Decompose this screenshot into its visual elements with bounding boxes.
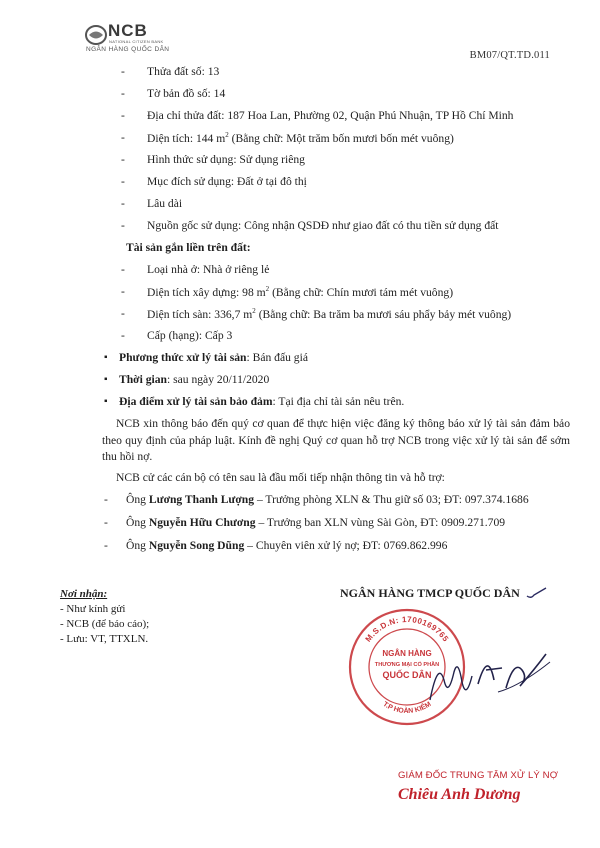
attached-item: Diện tích xây dựng: 98 $m^2$ (Bằng chữ: Chín mươi tám mét vuông) [147, 285, 454, 299]
land-item: Địa chỉ thửa đất: 187 Hoa Lan, Phường 02, Quận Phú Nhuận, TP Hồ Chí Minh [147, 109, 514, 122]
land-item: Mục đích sử dụng: Đất ở tại đô thị [147, 175, 307, 188]
bullet-icon: ▪ [104, 352, 108, 363]
bullet-icon: ▪ [104, 374, 108, 385]
disposal-time: Thời gian: sau ngày 20/11/2020 [119, 373, 270, 386]
land-item: Nguồn gốc sử dụng: Công nhận QSDĐ như giao đất có thu tiền sử dụng đất [147, 219, 499, 232]
director-name: Chiêu Anh Dương [398, 786, 521, 803]
contact-item: Ông Nguyễn Hữu Chương – Trưởng ban XLN vùng Sài Gòn, ĐT: 0909.271.709 [126, 516, 506, 529]
svg-text:THƯƠNG MẠI CỔ PHẦN: THƯƠNG MẠI CỔ PHẦN [374, 662, 440, 668]
attached-item: Loại nhà ở: Nhà ở riêng lẻ [147, 263, 270, 276]
bullet-icon: ▪ [104, 396, 108, 407]
ncb-logo [82, 22, 212, 56]
land-item: Diện tích: 144 $m^2$ (Bằng chữ: Một trăm bốn mươi bốn mét vuông) [147, 131, 454, 145]
attached-item: Diện tích sàn: 336,7 $m^2$ (Bằng chữ: Ba trăm ba mươi sáu phẩy bảy mét vuông) [147, 307, 512, 321]
recipient-item: - NCB (để báo cáo); [60, 618, 150, 630]
contact-item: Ông Nguyễn Song Dũng – Chuyên viên xử lý nợ; ĐT: 0769.862.996 [126, 539, 448, 552]
contact-intro-paragraph: NCB cử các cán bộ có tên sau là đầu mối tiếp nhận thông tin và hỗ trợ: [116, 471, 445, 484]
notice-paragraph: NCB xin thông báo đến quý cơ quan để thực hiện việc đăng ký thông báo xử lý tài sản đảm bảo theo quy định của pháp luật. Kính đề nghị Quý cơ quan hỗ trợ NCB trong việc xử lý tài sản để sớm thu hồi nợ. [102, 417, 570, 463]
recipients-block [60, 588, 149, 645]
handwritten-signature [410, 640, 560, 710]
recipient-item: - Lưu: VT, TTXLN. [60, 633, 149, 645]
svg-text:NGÂN HÀNG: NGÂN HÀNG [382, 649, 432, 658]
svg-text:T.P HOÀN KIẾM: T.P HOÀN KIẾM [381, 700, 433, 716]
disposal-location: Địa điểm xử lý tài sản bảo đảm: Tại địa chỉ tài sản nêu trên. [119, 395, 405, 408]
signing-bank-name: NGÂN HÀNG TMCP QUỐC DÂN [340, 586, 520, 600]
disposal-method: Phương thức xử lý tài sản: Bán đấu giá [119, 351, 308, 364]
recipient-item: - Như kính gửi [60, 603, 126, 615]
recipients-title: Nơi nhận: [60, 588, 108, 600]
logo-text: NCB [108, 21, 148, 40]
logo-subtext: NATIONAL CITIZEN BANK [109, 39, 164, 44]
document-code: BM07/QT.TD.011 [469, 50, 550, 61]
land-item: Hình thức sử dụng: Sử dụng riêng [147, 153, 305, 166]
contact-item: Ông Lương Thanh Lượng – Trưởng phòng XLN & Thu giữ số 03; ĐT: 097.374.1686 [126, 493, 529, 506]
land-item: Lâu dài [147, 197, 183, 210]
attached-assets-heading: Tài sản gắn liền trên đất: [126, 241, 251, 254]
checkmark-icon [526, 586, 548, 600]
ncb-logo-icon [84, 24, 110, 46]
attached-item: Cấp (hạng): Cấp 3 [147, 329, 233, 342]
land-item: Tờ bản đồ số: 14 [147, 87, 226, 100]
svg-text:QUỐC DÂN: QUỐC DÂN [382, 670, 432, 680]
director-title: GIÁM ĐỐC TRUNG TÂM XỬ LÝ NỢ [398, 770, 559, 781]
land-item: Thửa đất số: 13 [147, 65, 220, 78]
svg-text:M.S.D.N: 1700169765: M.S.D.N: 1700169765 [363, 614, 451, 644]
logo-bank-name: NGÂN HÀNG QUỐC DÂN [86, 46, 170, 53]
